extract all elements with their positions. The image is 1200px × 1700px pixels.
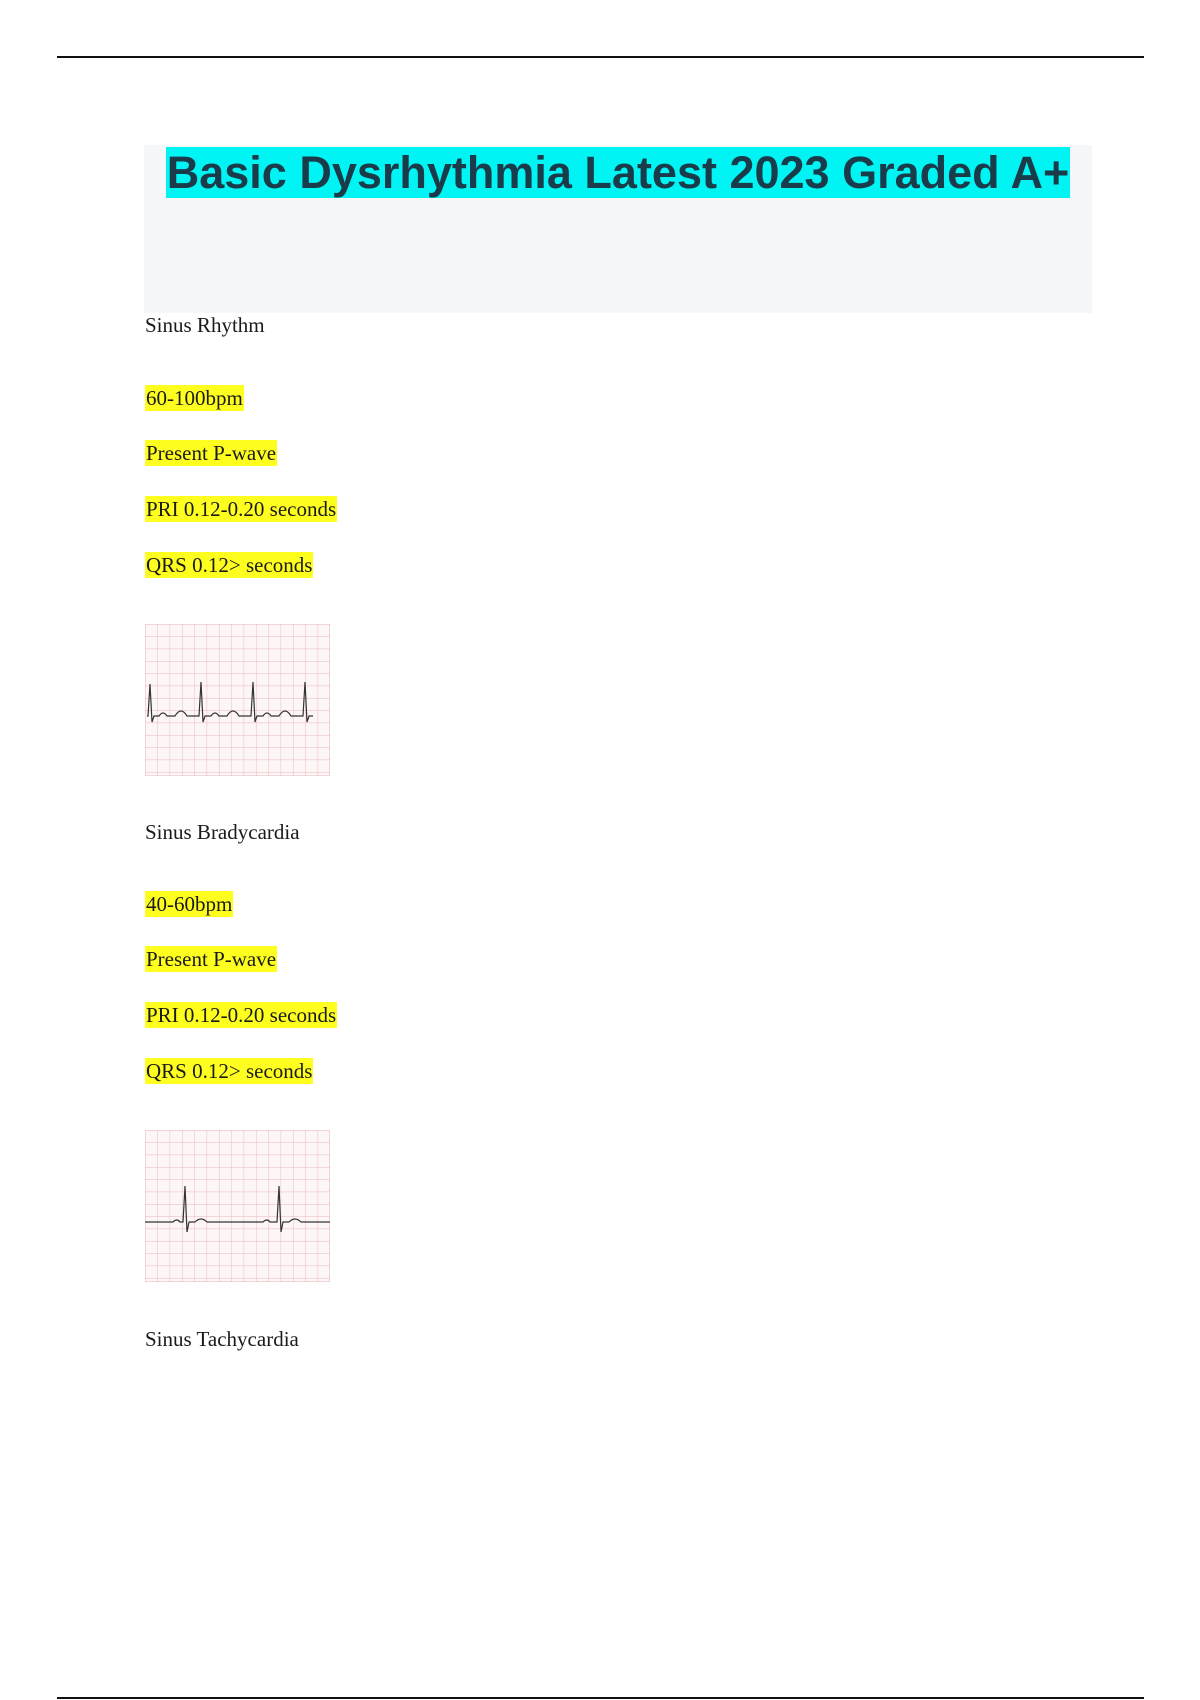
section-heading-sinus-rhythm: Sinus Rhythm bbox=[145, 313, 265, 337]
criterion-p-wave: Present P-wave bbox=[146, 947, 277, 971]
section-heading-sinus-bradycardia: Sinus Bradycardia bbox=[145, 820, 300, 844]
footer-rule bbox=[57, 1697, 1144, 1699]
title-banner bbox=[144, 145, 1092, 313]
ecg-strip-sinus-bradycardia bbox=[145, 1130, 330, 1282]
criterion-rate: 60-100bpm bbox=[146, 386, 243, 410]
document-title: Basic Dysrhythmia Latest 2023 Graded A+ bbox=[166, 147, 1070, 198]
criterion-qrs: QRS 0.12> seconds bbox=[146, 1059, 313, 1083]
section-heading-sinus-tachycardia: Sinus Tachycardia bbox=[145, 1327, 299, 1351]
criterion-p-wave: Present P-wave bbox=[146, 441, 277, 465]
criterion-pri: PRI 0.12-0.20 seconds bbox=[146, 1003, 337, 1027]
criterion-pri: PRI 0.12-0.20 seconds bbox=[146, 497, 337, 521]
criterion-rate: 40-60bpm bbox=[146, 892, 233, 916]
criterion-qrs: QRS 0.12> seconds bbox=[146, 553, 313, 577]
header-rule bbox=[57, 56, 1144, 58]
ecg-strip-sinus-rhythm bbox=[145, 624, 330, 776]
